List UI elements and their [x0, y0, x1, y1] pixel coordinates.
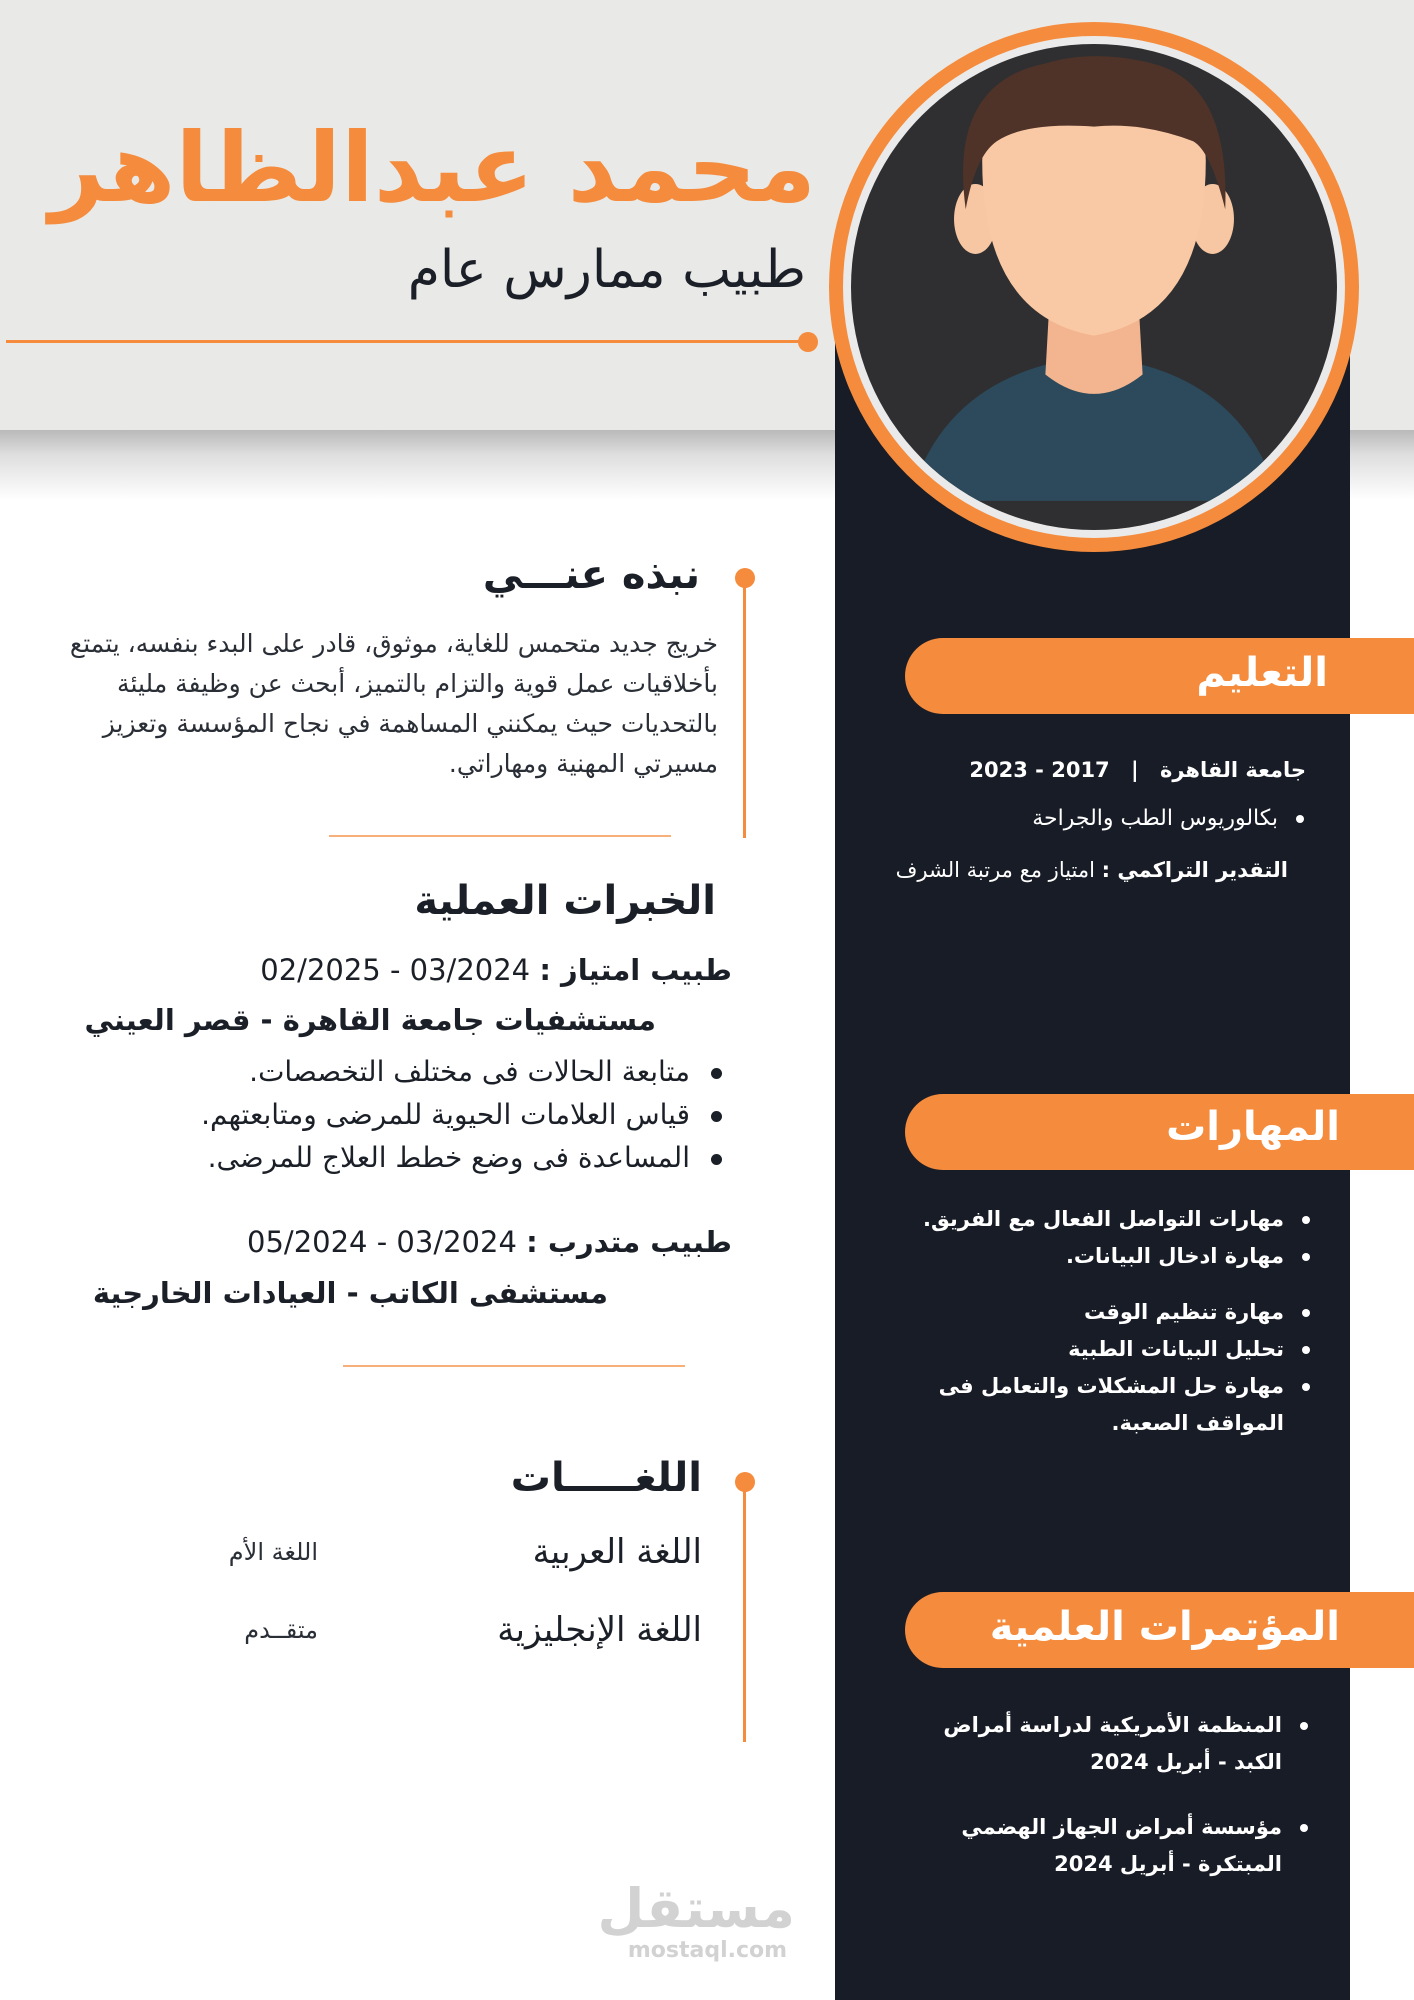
education-gpa-label: التقدير التراكمي : — [1101, 858, 1288, 882]
list-item: المساعدة فى وضع خطط العلاج للمرضى. — [201, 1136, 726, 1179]
education-tab — [905, 638, 1414, 714]
education-university: جامعة القاهرة — [1159, 758, 1306, 782]
education-years: 2017 - 2023 — [969, 758, 1110, 782]
about-title: نبذه عنـــي — [482, 552, 700, 598]
list-item: مهارة تنظيم الوقت — [939, 1294, 1314, 1331]
language-2-level: متقــدم — [244, 1616, 318, 1644]
watermark-latin: mostaql.com — [627, 1938, 788, 1963]
job-1-role — [260, 953, 732, 987]
skills-list-2 — [939, 1294, 1314, 1442]
watermark-arabic: مستقل — [597, 1877, 795, 1940]
education-degree-list — [1032, 800, 1308, 837]
conference-1-line-2: الكبد - أبريل 2024 — [1090, 1750, 1282, 1774]
conference-2-line-2: المبتكرة - أبريل 2024 — [1054, 1852, 1282, 1876]
job-2-role — [247, 1225, 732, 1259]
language-1-level: اللغة الأم — [228, 1538, 318, 1566]
avatar-icon — [851, 44, 1337, 530]
language-1-name: اللغة العربية — [532, 1532, 702, 1572]
about-divider — [329, 835, 671, 837]
list-item: مهارة ادخال البيانات. — [923, 1238, 1314, 1275]
header-divider-dot — [798, 332, 818, 352]
languages-timeline-line — [743, 1484, 746, 1742]
profile-photo — [829, 22, 1359, 552]
job-title: طبيب ممارس عام — [407, 240, 806, 300]
candidate-name: محمد عبدالظاهر — [49, 112, 816, 224]
education-separator: | — [1130, 758, 1139, 782]
job-2-organization: مستشفى الكاتب - العيادات الخارجية — [92, 1276, 608, 1310]
list-item: بكالوريوس الطب والجراحة — [1032, 800, 1308, 837]
job-1-role-label: طبيب امتياز : — [539, 953, 732, 987]
skills-list-1 — [923, 1201, 1314, 1275]
about-timeline-line — [743, 580, 746, 838]
education-university-line — [969, 758, 1306, 782]
avatar — [843, 36, 1345, 538]
experience-title: الخبرات العملية — [414, 878, 716, 924]
list-item: قياس العلامات الحيوية للمرضى ومتابعتهم. — [201, 1093, 726, 1136]
list-item: مهارة حل المشكلات والتعامل فى — [939, 1368, 1314, 1405]
list-item: مهارات التواصل الفعال مع الفريق. — [923, 1201, 1314, 1238]
header-divider — [6, 340, 808, 343]
education-title: التعليم — [1196, 650, 1328, 696]
education-gpa-value: امتياز مع مرتبة الشرف — [895, 858, 1095, 882]
experience-divider — [343, 1365, 685, 1367]
job-1-dates: 03/2024 - 02/2025 — [260, 953, 531, 987]
list-item — [872, 1809, 1312, 1883]
list-item: متابعة الحالات فى مختلف التخصصات. — [201, 1050, 726, 1093]
job-2-role-label: طبيب متدرب : — [526, 1225, 732, 1259]
conferences-title: المؤتمرات العلمية — [989, 1604, 1340, 1650]
conference-2-line-1: مؤسسة أمراض الجهاز الهضمي — [961, 1815, 1282, 1839]
conferences-list — [872, 1707, 1312, 1883]
conference-1-line-1: المنظمة الأمريكية لدراسة أمراض — [943, 1713, 1282, 1737]
list-item — [872, 1707, 1312, 1781]
job-1-tasks — [201, 1050, 726, 1179]
education-gpa-line — [896, 858, 1288, 882]
list-item: تحليل البيانات الطبية — [939, 1331, 1314, 1368]
list-item-continued: المواقف الصعبة. — [1111, 1411, 1284, 1435]
job-2-dates: 03/2024 - 05/2024 — [247, 1225, 517, 1259]
skills-title: المهارات — [1166, 1104, 1340, 1150]
job-1-organization: مستشفيات جامعة القاهرة - قصر العيني — [84, 1003, 656, 1037]
languages-title: اللغـــــات — [510, 1455, 702, 1501]
language-2-name: اللغة الإنجليزية — [497, 1610, 702, 1650]
about-text: خريج جديد متحمس للغاية، موثوق، قادر على البدء بنفسه، يتمتع بأخلاقيات عمل قوية والتزام بالتميز، أبحث عن وظيفة مليئة بالتحديات حيث يمكنني المساهمة في نجاح المؤسسة وتعزيز مسيرتي المهنية ومهاراتي. — [69, 629, 718, 778]
watermark-logo — [597, 1877, 795, 1970]
